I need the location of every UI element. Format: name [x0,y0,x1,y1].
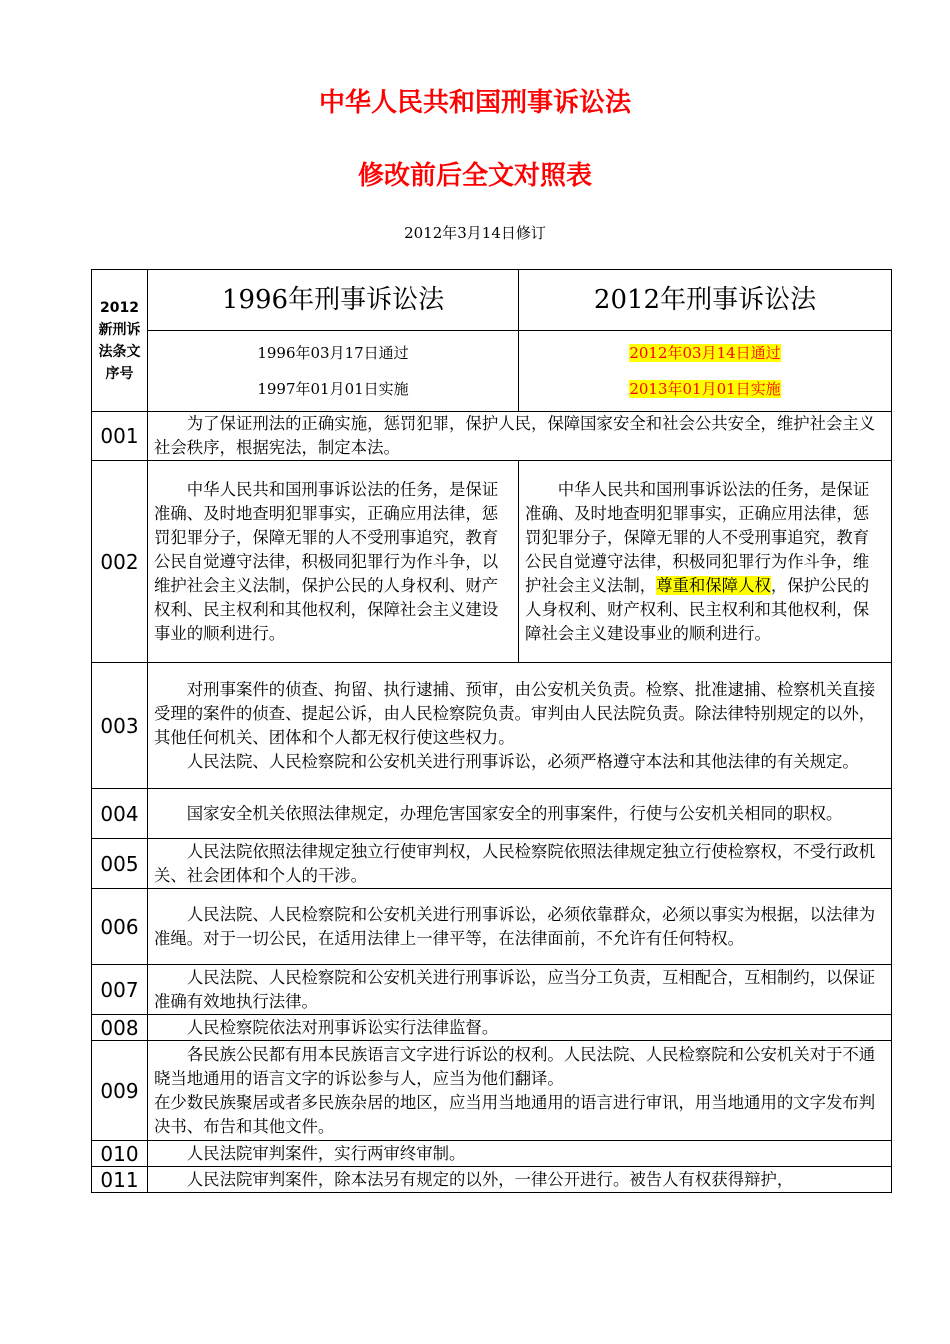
revision-date: 2012年3月14日修订 [404,224,546,242]
table-row [92,1141,892,1167]
header-old-law: 1996年刑事诉讼法 [148,270,519,331]
old-effective-date: 1997年01月01日实施 [257,380,409,398]
table-row [92,839,892,889]
article-number: 011 [92,1167,148,1193]
header-dates-row [92,331,892,412]
table-row [92,889,892,965]
article-number: 001 [92,412,148,461]
article-number: 002 [92,461,148,663]
new-passed-date: 2012年03月14日通过 [629,344,781,362]
table-row [92,1015,892,1041]
document-title-line1: 中华人民共和国刑事诉讼法 [318,88,631,118]
article-number: 005 [92,839,148,889]
header-row [92,270,892,331]
table-row [92,1041,892,1141]
article-text: 国家安全机关依照法律规定，办理危害国家安全的刑事案件，行使与公安机关相同的职权。 [148,789,892,839]
old-law-dates [148,331,519,412]
article-number: 010 [92,1141,148,1167]
article-text: 人民法院审判案件，除本法另有规定的以外，一律公开进行。被告人有权获得辩护， [148,1167,892,1193]
article-number: 004 [92,789,148,839]
article-old-text: 中华人民共和国刑事诉讼法的任务，是保证准确、及时地查明犯罪事实，正确应用法律，惩罚犯罪分子，保障无罪的人不受刑事追究，教育公民自觉遵守法律，积极同犯罪行为作斗争，以维护社会主义法制，保护公民的人身权利、财产权利、民主权利和其他权利，保障社会主义建设事业的顺利进行。 [148,461,519,663]
article-new-text [519,461,892,663]
paragraph: 各民族公民都有用本民族语言文字进行诉讼的权利。人民法院、人民检察院和公安机关对于不通晓当地通用的语言文字的诉讼参与人，应当为他们翻译。 [154,1044,876,1088]
article-number: 003 [92,663,148,789]
new-effective-date: 2013年01月01日实施 [629,380,781,398]
table-row [92,1167,892,1193]
article-number: 009 [92,1041,148,1141]
new-text-highlight: 尊重和保障人权 [656,575,771,595]
table-row [92,789,892,839]
article-text: 人民法院、人民检察院和公安机关进行刑事诉讼，必须依靠群众，必须以事实为根据，以法律为准绳。对于一切公民，在适用法律上一律平等，在法律面前，不允许有任何特权。 [148,889,892,965]
table-row [92,461,892,663]
header-article-number: 2012新刑诉法条文序号 [92,270,148,412]
article-text [148,1041,892,1141]
article-text: 为了保证刑法的正确实施，惩罚犯罪，保护人民，保障国家安全和社会公共安全，维护社会主义社会秩序，根据宪法，制定本法。 [148,412,892,461]
comparison-table [91,269,892,1193]
old-passed-date: 1996年03月17日通过 [257,344,409,362]
article-text [148,663,892,789]
table-row [92,412,892,461]
header-new-law: 2012年刑事诉讼法 [519,270,892,331]
new-text-after: ，保护公民的人身权利、财产权利、民主权利和其他权利，保障社会主义建设事业的顺利进行。 [525,575,870,643]
paragraph: 对刑事案件的侦查、拘留、执行逮捕、预审，由公安机关负责。检察、批准逮捕、检察机关直接受理的案件的侦查、提起公诉，由人民检察院负责。审判由人民法院负责。除法律特别规定的以外，其他任何机关、团体和个人都无权行使这些权力。 [154,679,876,747]
paragraph: 在少数民族聚居或者多民族杂居的地区，应当用当地通用的语言进行审讯，用当地通用的文字发布判决书、布告和其他文件。 [154,1092,876,1136]
new-text-before: 中华人民共和国刑事诉讼法的任务，是保证准确、及时地查明犯罪事实，正确应用法律，惩罚犯罪分子，保障无罪的人不受刑事追究，教育公民自觉遵守法律，积极同犯罪行为作斗争，维护社会主义法制， [525,479,870,595]
article-text: 人民检察院依法对刑事诉讼实行法律监督。 [148,1015,892,1041]
paragraph: 人民法院、人民检察院和公安机关进行刑事诉讼，必须严格遵守本法和其他法律的有关规定。 [186,751,859,771]
document-title-line2: 修改前后全文对照表 [357,161,592,191]
table-row [92,965,892,1015]
article-text: 人民法院依照法律规定独立行使审判权，人民检察院依照法律规定独立行使检察权，不受行政机关、社会团体和个人的干涉。 [148,839,892,889]
new-law-dates [519,331,892,412]
article-text: 人民法院、人民检察院和公安机关进行刑事诉讼，应当分工负责，互相配合，互相制约，以保证准确有效地执行法律。 [148,965,892,1015]
article-number: 007 [92,965,148,1015]
article-number: 006 [92,889,148,965]
table-row [92,663,892,789]
article-text: 人民法院审判案件，实行两审终审制。 [148,1141,892,1167]
article-number: 008 [92,1015,148,1041]
